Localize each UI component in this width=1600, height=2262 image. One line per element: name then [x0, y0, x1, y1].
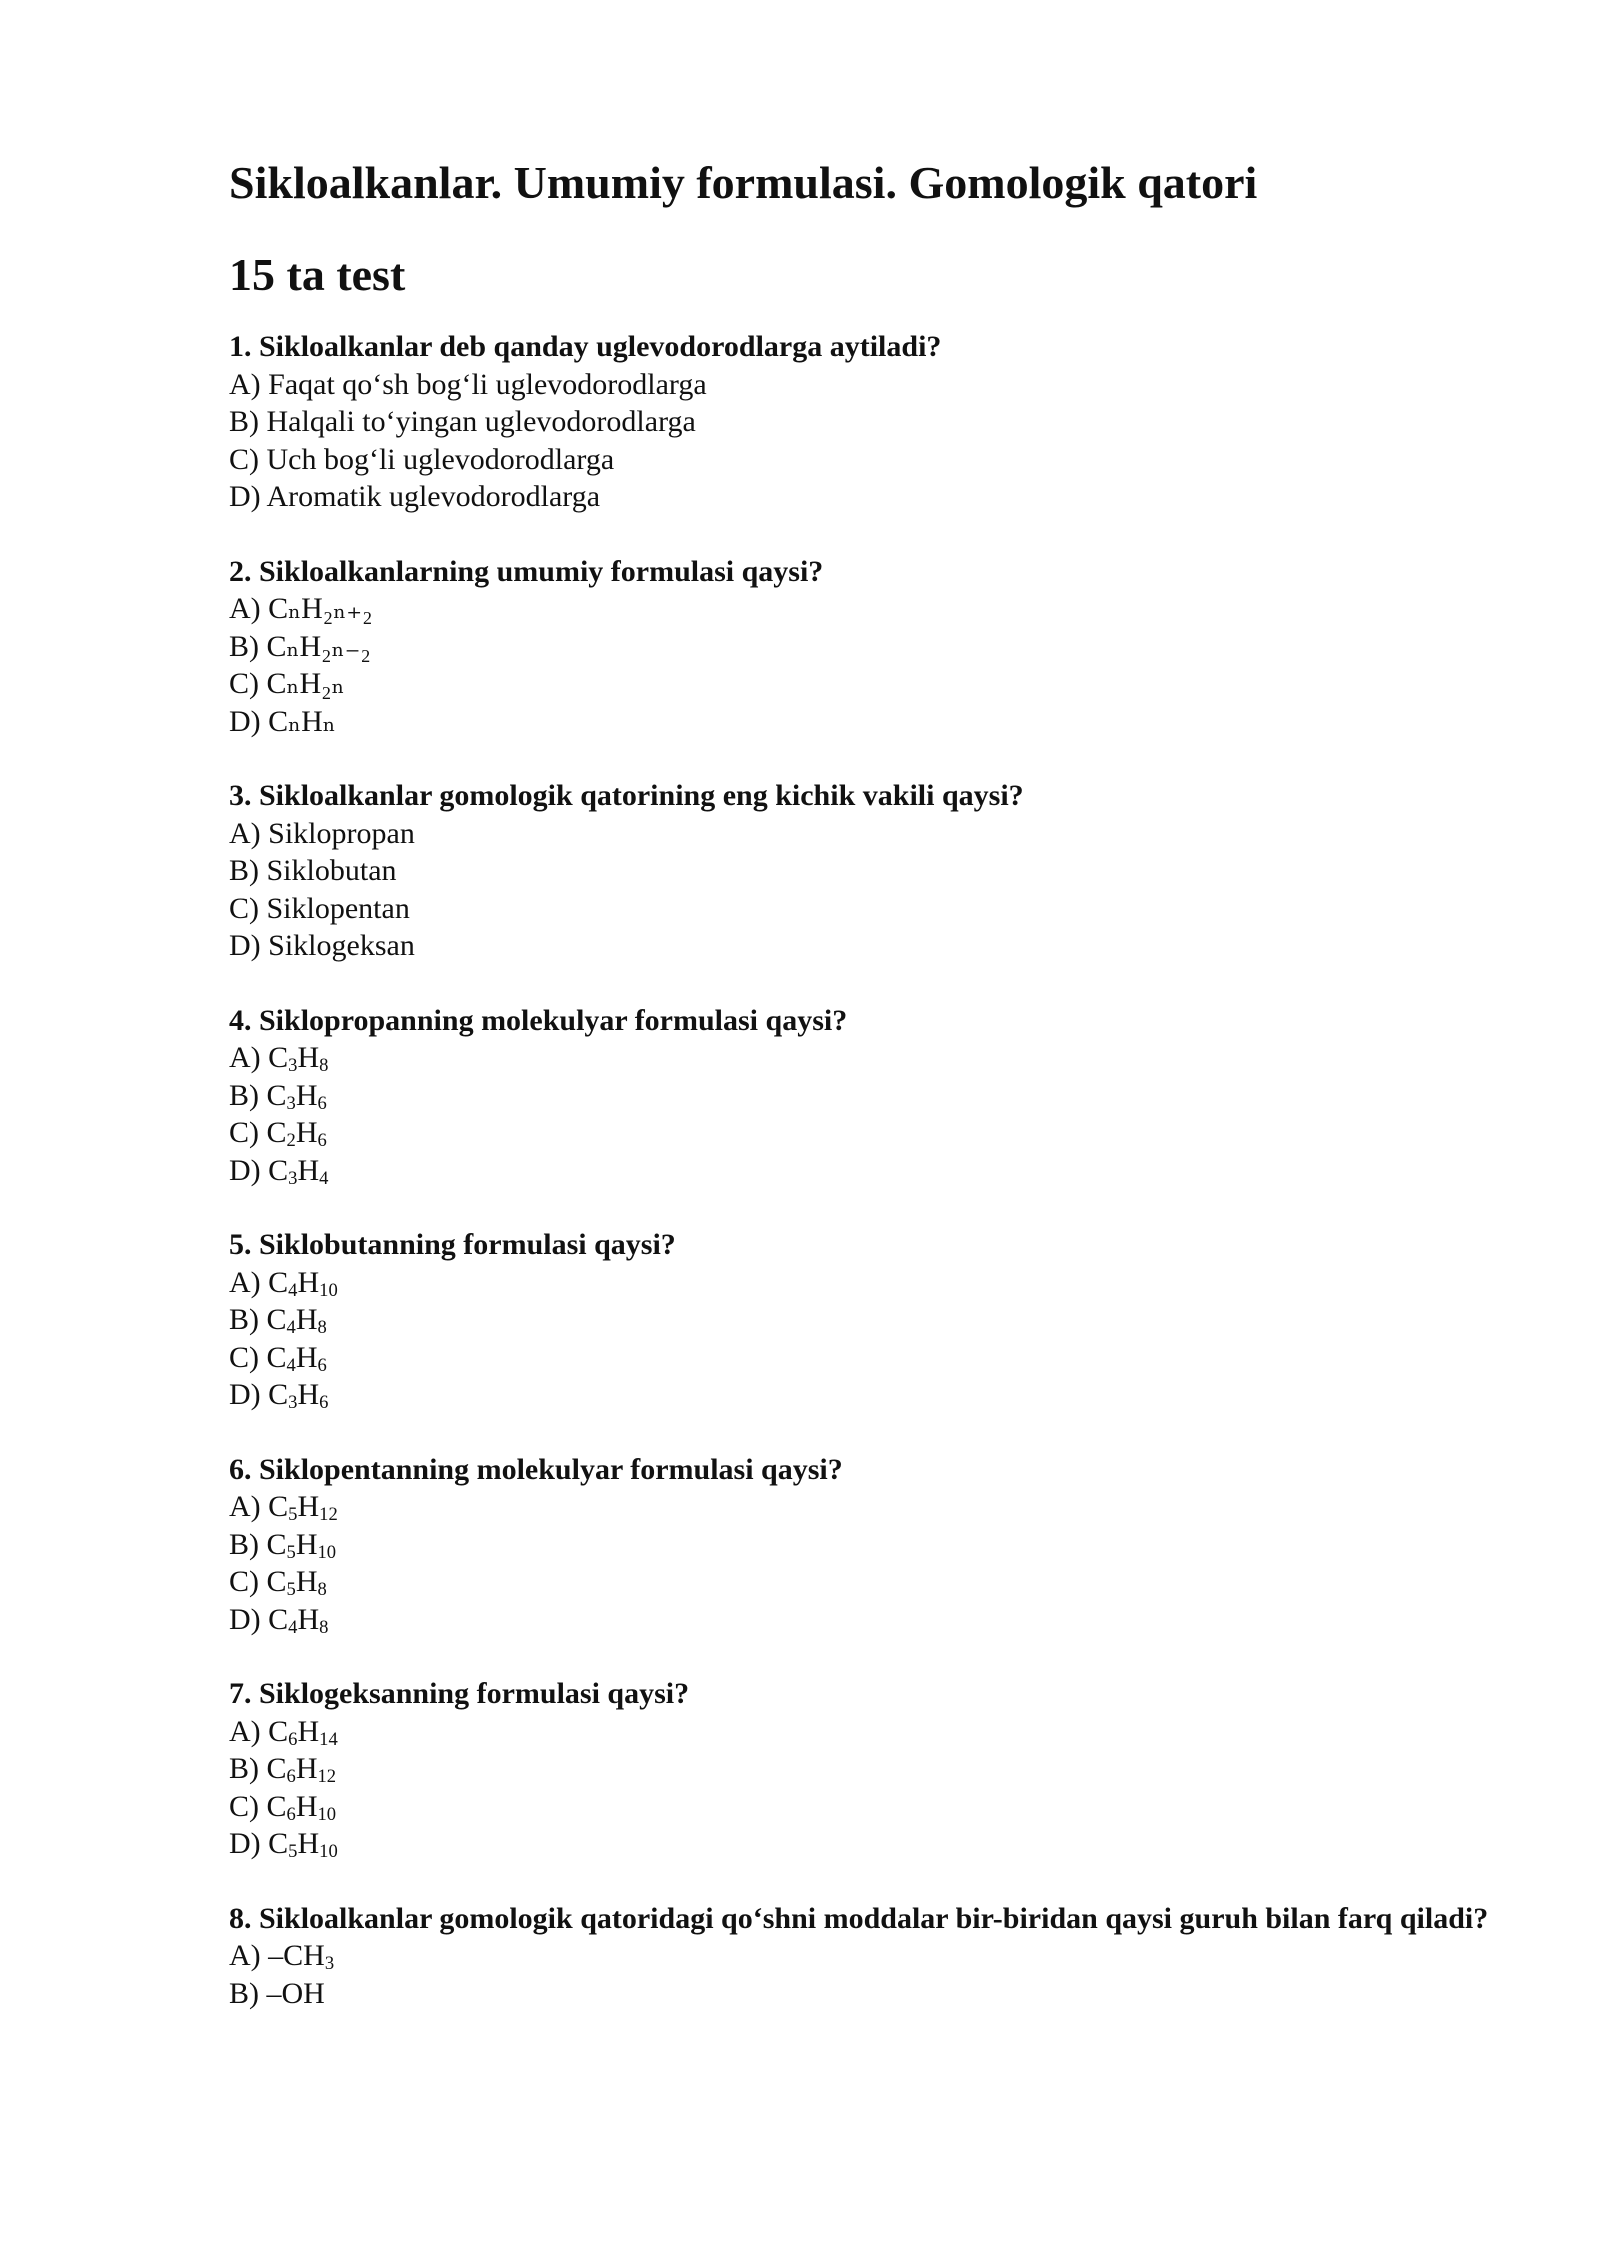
answer-option: D) CₙHₙ: [229, 704, 336, 738]
question-block: [229, 1226, 1499, 1414]
answer-option: B) $C_5H_{10}$: [229, 1527, 337, 1563]
question-text: 6. Siklopentanning molekulyar formulasi qaysi?: [229, 1452, 843, 1486]
question-text: 1. Sikloalkanlar deb qanday uglevodorodlarga aytiladi?: [229, 330, 942, 363]
answer-option: B) $C_3H_6$: [229, 1078, 327, 1114]
question-text: 5. Siklobutanning formulasi qaysi?: [229, 1228, 676, 1261]
answer-option: B) Siklobutan: [229, 854, 397, 887]
question-block: [229, 328, 1499, 516]
answer-option: A) $C_6H_{14}$: [229, 1714, 338, 1750]
question-text: 8. Sikloalkanlar gomologik qatoridagi qo‘shni moddalar bir-biridan qaysi guruh bilan farq qiladi?: [229, 1901, 1489, 1935]
answer-option: D) Siklogeksan: [229, 929, 415, 962]
answer-option: C) Siklopentan: [229, 891, 410, 925]
answer-option: A) $-CH_3$: [229, 1939, 335, 1975]
answer-option: B) $C_4H_8$: [229, 1303, 327, 1339]
answer-option: A) Faqat qo‘sh bog‘li uglevodorodlarga: [229, 367, 707, 401]
answer-option: C) CₙH₂ₙ: [229, 667, 345, 700]
answer-option: D) $C_5H_{10}$: [229, 1827, 338, 1863]
answer-option: A) CₙH₂ₙ₊₂: [229, 592, 373, 625]
answer-option: B) –OH: [229, 1976, 325, 2010]
answer-option: B) CₙH₂ₙ₋₂: [229, 629, 371, 663]
answer-option: A) $C_4H_{10}$: [229, 1265, 338, 1301]
answer-option: C) Uch bog‘li uglevodorodlarga: [229, 442, 615, 476]
question-block: [229, 1675, 1499, 1863]
answer-option: A) Siklopropan: [229, 816, 415, 850]
question-list: [229, 328, 1499, 2012]
page-title: Sikloalkanlar. Umumiy formulasi. Gomologik qatori: [229, 157, 1258, 208]
question-block: [229, 1900, 1499, 2013]
question-text: 4. Siklopropanning molekulyar formulasi qaysi?: [229, 1003, 848, 1037]
answer-option: A) $C_3H_8$: [229, 1041, 329, 1077]
question-block: [229, 777, 1499, 965]
answer-option: D) $C_4H_8$: [229, 1602, 329, 1638]
question-text: 3. Sikloalkanlar gomologik qatorining eng kichik vakili qaysi?: [229, 779, 1024, 812]
page-subtitle: 15 ta test: [229, 249, 406, 300]
answer-option: B) $C_6H_{12}$: [229, 1752, 337, 1788]
answer-option: D) $C_3H_4$: [229, 1153, 329, 1189]
document-content: [229, 150, 1499, 2049]
question-text: 2. Sikloalkanlarning umumiy formulasi qaysi?: [229, 554, 824, 588]
answer-option: C) $C_6H_{10}$: [229, 1789, 337, 1825]
answer-option: A) $C_5H_{12}$: [229, 1490, 338, 1526]
answer-option: D) $C_3H_6$: [229, 1378, 329, 1414]
answer-option: C) $C_2H_6$: [229, 1116, 327, 1152]
answer-option: D) Aromatik uglevodorodlarga: [229, 480, 601, 513]
question-block: [229, 1451, 1499, 1639]
question-text: 7. Siklogeksanning formulasi qaysi?: [229, 1677, 690, 1710]
answer-option: C) $C_4H_6$: [229, 1340, 327, 1376]
question-block: [229, 553, 1499, 741]
answer-option: B) Halqali to‘yingan uglevodorodlarga: [229, 405, 696, 438]
question-block: [229, 1002, 1499, 1190]
answer-option: C) $C_5H_8$: [229, 1565, 327, 1601]
